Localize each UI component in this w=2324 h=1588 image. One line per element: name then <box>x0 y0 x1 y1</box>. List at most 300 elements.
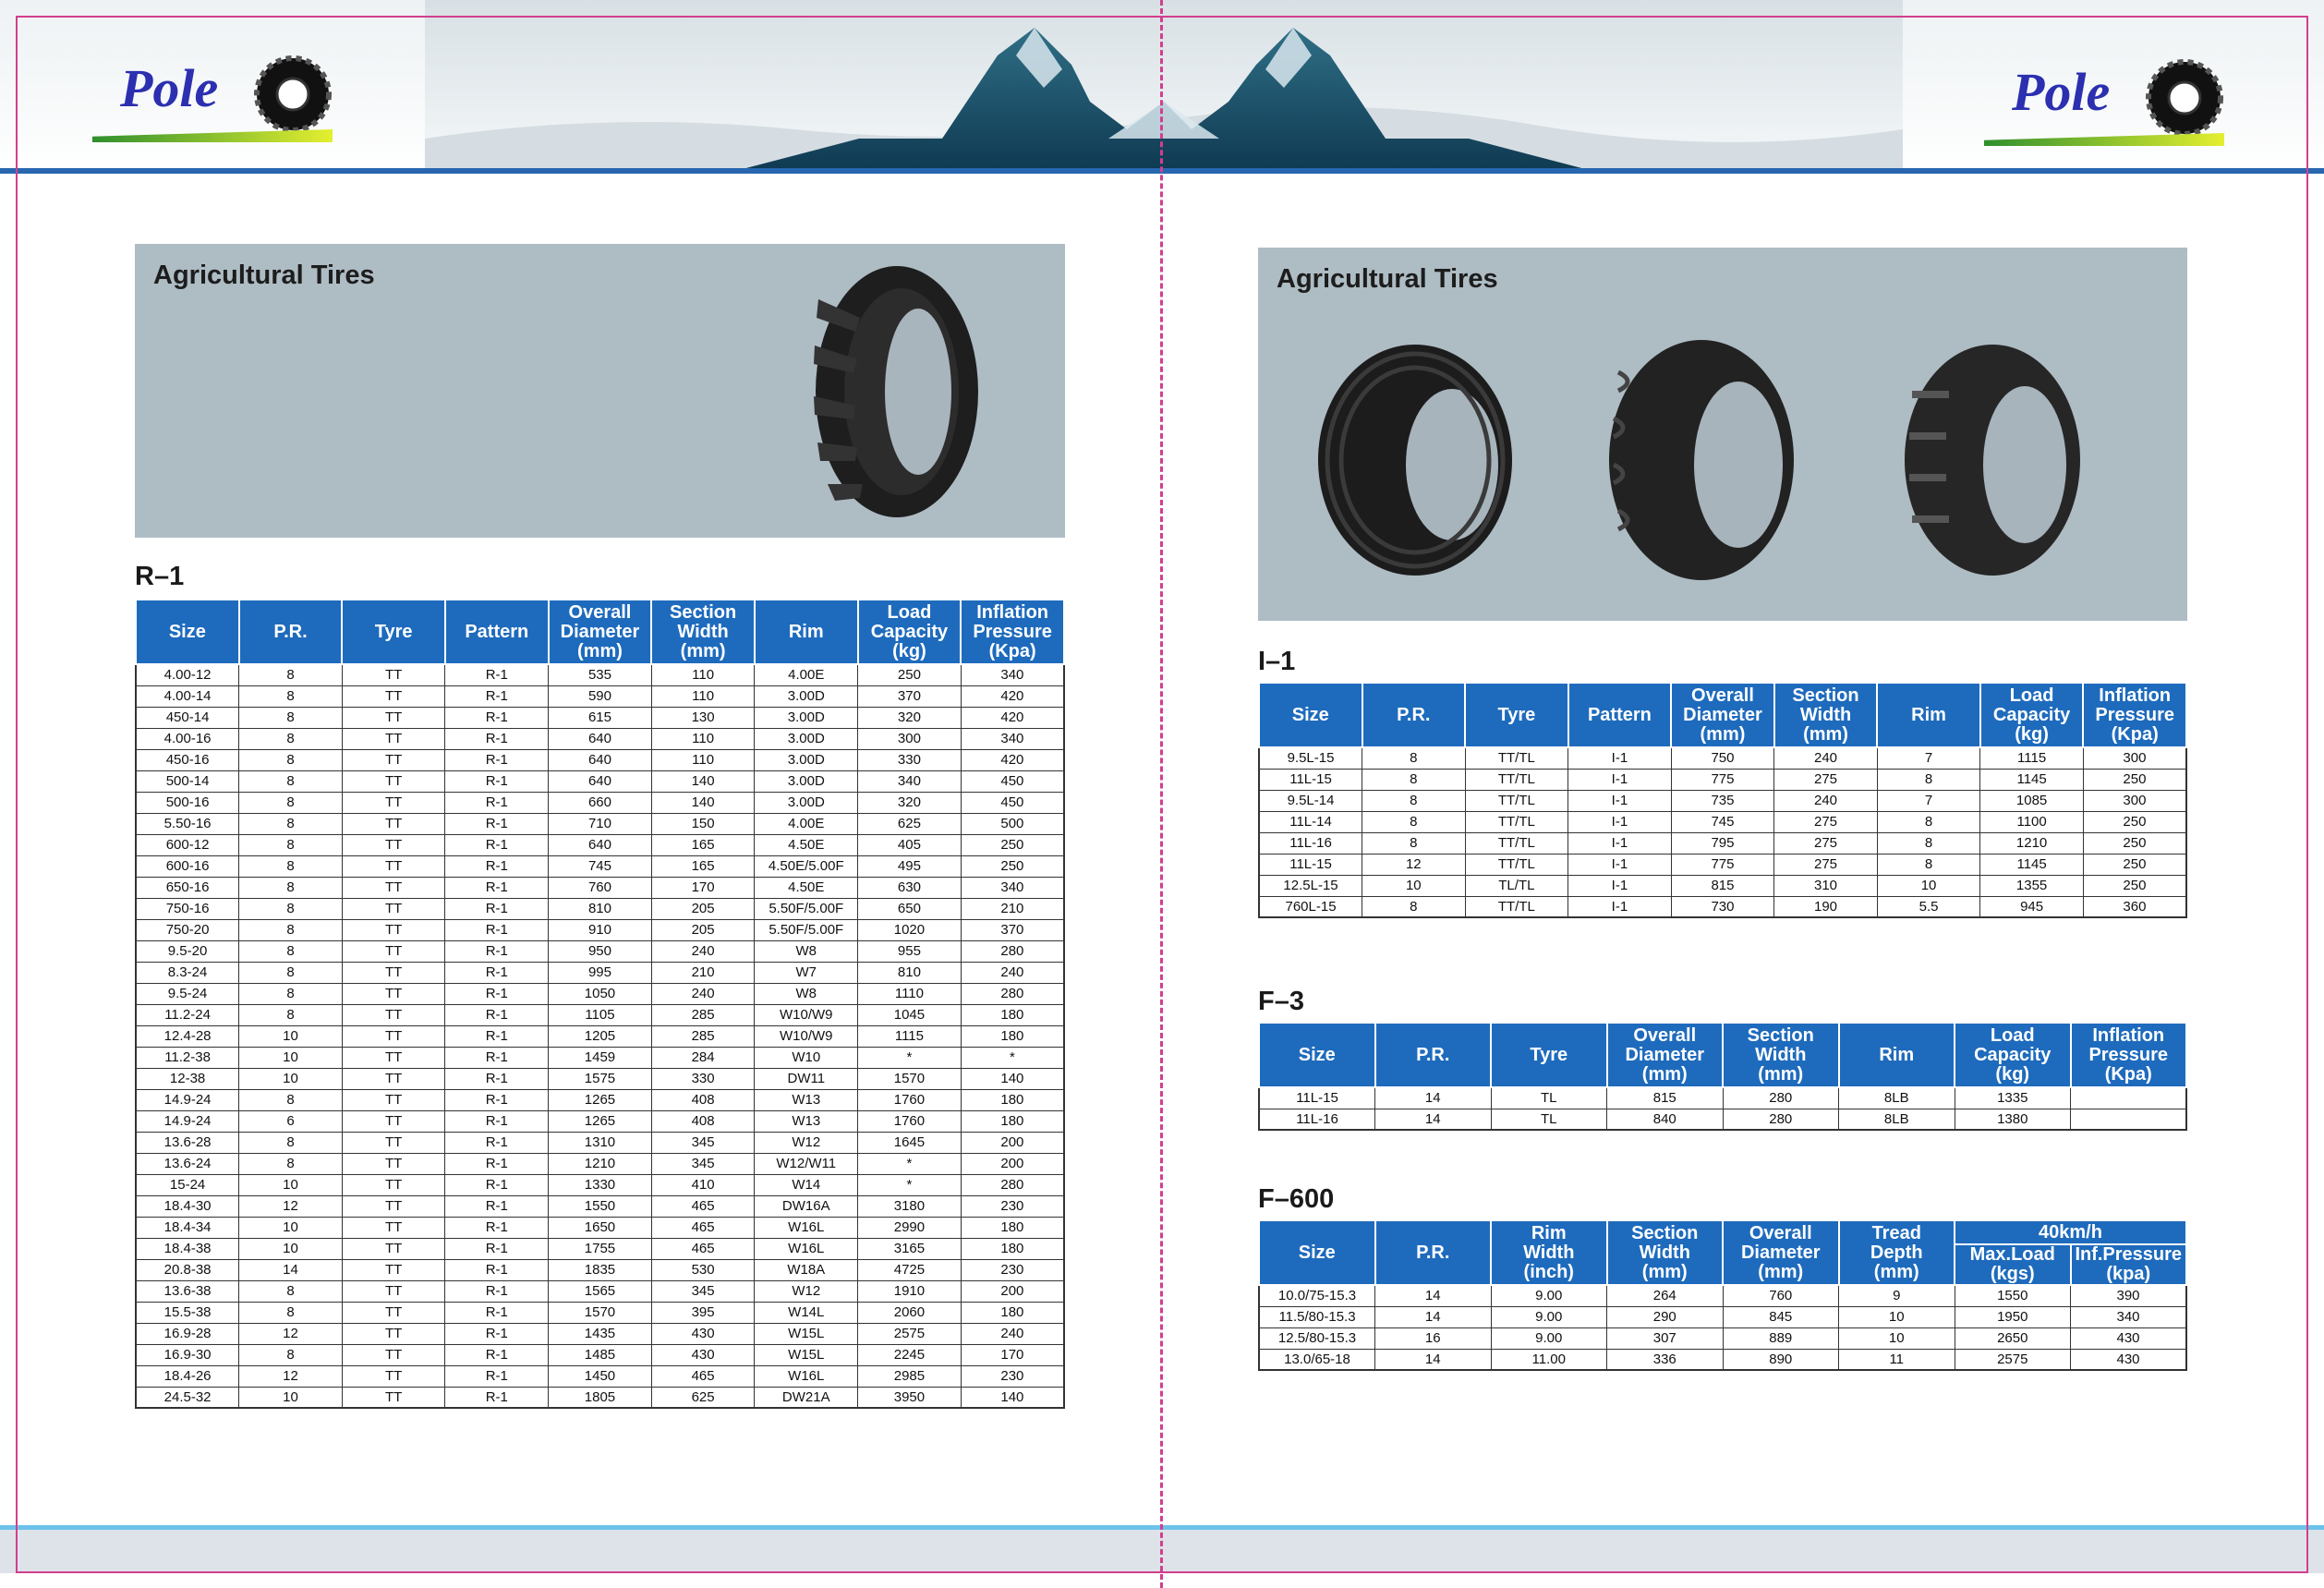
column-header: Section Width (mm) <box>1774 683 1878 747</box>
table-cell: TT <box>342 1387 445 1408</box>
table-cell: 945 <box>1980 896 2084 917</box>
table-cell: 8 <box>239 877 343 898</box>
table-cell: 750-20 <box>136 919 239 940</box>
table-cell: 1950 <box>1955 1306 2071 1327</box>
table-cell: 180 <box>961 1004 1064 1025</box>
table-cell: TT <box>342 1238 445 1259</box>
table-cell: 4.00E <box>755 813 858 834</box>
table-row <box>136 1068 1064 1089</box>
table-cell: 11L-15 <box>1259 1087 1375 1109</box>
table-cell: 14 <box>1375 1306 1492 1327</box>
table-cell: 6 <box>239 1110 343 1132</box>
table-cell: TT <box>342 834 445 855</box>
column-header: Overall Diameter (mm) <box>1607 1023 1724 1087</box>
brand-name: Pole <box>120 58 219 118</box>
table-cell: 730 <box>1671 896 1774 917</box>
table-cell: 340 <box>961 877 1064 898</box>
table-cell: 13.6-38 <box>136 1280 239 1302</box>
column-header: Max.Load (kgs) <box>1955 1244 2071 1285</box>
table-cell: TT <box>342 728 445 749</box>
table-cell: 5.50F/5.00F <box>755 898 858 919</box>
table-cell: 1145 <box>1980 769 2084 790</box>
brand-logo-left <box>92 52 342 153</box>
table-cell: 13.0/65-18 <box>1259 1349 1375 1370</box>
table-cell: 1450 <box>549 1365 652 1387</box>
table-cell: R-1 <box>445 1195 549 1217</box>
table-cell: 180 <box>961 1025 1064 1047</box>
table-row <box>136 919 1064 940</box>
table-cell: 4.50E <box>755 834 858 855</box>
table-cell: 1205 <box>549 1025 652 1047</box>
table-cell: 950 <box>549 940 652 962</box>
table-cell: R-1 <box>445 1280 549 1302</box>
table-cell: TT <box>342 792 445 813</box>
table-cell: 408 <box>651 1110 755 1132</box>
table-cell: 7 <box>1877 790 1980 811</box>
column-header: Load Capacity (kg) <box>1955 1023 2071 1087</box>
table-cell: I-1 <box>1568 875 1672 896</box>
table-row <box>136 770 1064 792</box>
table-cell: 1550 <box>1955 1285 2071 1306</box>
table-cell: 1210 <box>1980 832 2084 854</box>
table-cell: 240 <box>1774 747 1878 769</box>
table-cell: 11L-16 <box>1259 832 1362 854</box>
table-cell: 8 <box>1362 790 1466 811</box>
column-header: Load Capacity (kg) <box>1980 683 2084 747</box>
table-cell: 16.9-30 <box>136 1344 239 1365</box>
table-cell: 205 <box>651 919 755 940</box>
table-cell: 8 <box>1877 811 1980 832</box>
table-cell: 285 <box>651 1025 755 1047</box>
table-cell: TT/TL <box>1465 832 1568 854</box>
table-cell: 250 <box>961 834 1064 855</box>
table-cell: 210 <box>961 898 1064 919</box>
table-cell: 8 <box>239 1302 343 1323</box>
table-cell: 495 <box>858 855 962 877</box>
column-header: Overall Diameter (mm) <box>1671 683 1774 747</box>
table-cell: 650 <box>858 898 962 919</box>
table-cell: R-1 <box>445 749 549 770</box>
logo-swoosh <box>92 129 333 142</box>
table-row <box>136 1280 1064 1302</box>
table-cell: 840 <box>1607 1109 1724 1130</box>
table-cell: 1050 <box>549 983 652 1004</box>
table-cell: R-1 <box>445 1068 549 1089</box>
table-cell: 16.9-28 <box>136 1323 239 1344</box>
table-cell: 4.50E <box>755 877 858 898</box>
table-cell: 110 <box>651 685 755 707</box>
table-row <box>136 855 1064 877</box>
table-cell: 140 <box>961 1068 1064 1089</box>
table-cell: TT/TL <box>1465 790 1568 811</box>
table-cell: W8 <box>755 983 858 1004</box>
f600-spec-table <box>1258 1219 2187 1371</box>
table-cell: 590 <box>549 685 652 707</box>
table-cell: 1100 <box>1980 811 2084 832</box>
column-header: Size <box>136 600 239 664</box>
table-cell: 500-16 <box>136 792 239 813</box>
table-cell: 275 <box>1774 811 1878 832</box>
table-cell: TT <box>342 1302 445 1323</box>
column-header: Inflation Pressure (Kpa) <box>2071 1023 2187 1087</box>
table-cell: 14 <box>1375 1285 1492 1306</box>
table-cell: 8 <box>239 898 343 919</box>
table-cell: W12 <box>755 1132 858 1153</box>
table-row <box>1259 769 2186 790</box>
table-cell: TT <box>342 1217 445 1238</box>
column-header: Rim <box>1839 1023 1955 1087</box>
table-cell: 330 <box>858 749 962 770</box>
table-cell: 336 <box>1607 1349 1724 1370</box>
table-cell: 8 <box>239 919 343 940</box>
table-cell: 15.5-38 <box>136 1302 239 1323</box>
table-cell: TL <box>1491 1109 1607 1130</box>
table-cell: W13 <box>755 1089 858 1110</box>
table-cell: TT <box>342 707 445 728</box>
table-cell: R-1 <box>445 962 549 983</box>
table-cell: 10 <box>239 1387 343 1408</box>
table-cell: 450-16 <box>136 749 239 770</box>
table-cell: 285 <box>651 1004 755 1025</box>
table-cell: 3.00D <box>755 749 858 770</box>
table-cell: TT <box>342 685 445 707</box>
table-cell: 300 <box>2083 747 2186 769</box>
table-cell: W7 <box>755 962 858 983</box>
table-cell <box>2071 1087 2187 1109</box>
table-cell: 3165 <box>858 1238 962 1259</box>
table-cell: 430 <box>651 1344 755 1365</box>
table-row <box>136 728 1064 749</box>
table-cell: 8LB <box>1839 1109 1955 1130</box>
table-cell: 9.5L-15 <box>1259 747 1362 769</box>
table-cell: 9.5-24 <box>136 983 239 1004</box>
column-header: Tyre <box>342 600 445 664</box>
table-cell: 815 <box>1607 1087 1724 1109</box>
table-cell: 280 <box>1723 1087 1839 1109</box>
table-cell: 1459 <box>549 1047 652 1068</box>
table-cell: 710 <box>549 813 652 834</box>
column-header: Tyre <box>1491 1023 1607 1087</box>
table-cell: 640 <box>549 728 652 749</box>
table-cell: W18A <box>755 1259 858 1280</box>
table-cell: 640 <box>549 749 652 770</box>
table-cell: 3.00D <box>755 792 858 813</box>
table-cell: R-1 <box>445 1323 549 1344</box>
table-cell: 13.6-28 <box>136 1132 239 1153</box>
table-cell: 16 <box>1375 1327 1492 1349</box>
table-cell: DW21A <box>755 1387 858 1408</box>
table-cell: 1110 <box>858 983 962 1004</box>
table-cell: TT <box>342 855 445 877</box>
table-cell: 340 <box>961 728 1064 749</box>
tire-icon <box>254 55 332 138</box>
table-cell: I-1 <box>1568 769 1672 790</box>
table-cell: 8 <box>239 1089 343 1110</box>
table-cell: 240 <box>651 940 755 962</box>
table-cell: R-1 <box>445 728 549 749</box>
column-header: Section Width (mm) <box>1723 1023 1839 1087</box>
table-cell: 180 <box>961 1217 1064 1238</box>
table-cell: R-1 <box>445 1153 549 1174</box>
table-cell: 3180 <box>858 1195 962 1217</box>
table-row <box>136 1365 1064 1387</box>
table-cell: 275 <box>1774 832 1878 854</box>
table-cell: R-1 <box>445 1110 549 1132</box>
table-cell: DW11 <box>755 1068 858 1089</box>
table-cell: 11.5/80-15.3 <box>1259 1306 1375 1327</box>
table-cell: 795 <box>1671 832 1774 854</box>
table-cell: 4.00-12 <box>136 664 239 685</box>
table-cell: 1435 <box>549 1323 652 1344</box>
table-cell: 815 <box>1671 875 1774 896</box>
table-cell: 430 <box>651 1323 755 1344</box>
table-cell: 320 <box>858 707 962 728</box>
table-cell: W10 <box>755 1047 858 1068</box>
table-cell: 640 <box>549 834 652 855</box>
column-header: Size <box>1259 1220 1375 1285</box>
table-row <box>1259 854 2186 875</box>
table-cell: 889 <box>1723 1327 1839 1349</box>
table-cell: 110 <box>651 664 755 685</box>
table-cell: 430 <box>2071 1349 2187 1370</box>
table-cell: 200 <box>961 1153 1064 1174</box>
table-cell: 10.0/75-15.3 <box>1259 1285 1375 1306</box>
table-cell: 15-24 <box>136 1174 239 1195</box>
table-cell: TT <box>342 877 445 898</box>
table-cell: TT <box>342 1068 445 1089</box>
table-cell: 500 <box>961 813 1064 834</box>
table-cell: 615 <box>549 707 652 728</box>
table-cell: 775 <box>1671 769 1774 790</box>
brand-logo-right <box>1984 55 2233 157</box>
table-row <box>1259 1349 2186 1370</box>
table-cell: 10 <box>239 1025 343 1047</box>
table-cell: 745 <box>549 855 652 877</box>
table-cell: 12.5/80-15.3 <box>1259 1327 1375 1349</box>
table-cell: 11L-16 <box>1259 1109 1375 1130</box>
table-cell: TT <box>342 962 445 983</box>
table-cell: 8 <box>239 813 343 834</box>
table-cell: 1335 <box>1955 1087 2071 1109</box>
table-cell: 10 <box>239 1217 343 1238</box>
table-cell: 535 <box>549 664 652 685</box>
table-cell: 205 <box>651 898 755 919</box>
section-title-f3: F–3 <box>1258 987 1304 1016</box>
table-cell: R-1 <box>445 855 549 877</box>
table-cell: * <box>961 1047 1064 1068</box>
table-cell: TT/TL <box>1465 769 1568 790</box>
column-header: Tread Depth (mm) <box>1839 1220 1955 1285</box>
table-cell: 12 <box>239 1365 343 1387</box>
column-header: P.R. <box>239 600 343 664</box>
table-cell: 8 <box>239 1153 343 1174</box>
table-cell: 405 <box>858 834 962 855</box>
table-cell: W15L <box>755 1323 858 1344</box>
table-cell: 340 <box>961 664 1064 685</box>
table-cell: 8 <box>1877 832 1980 854</box>
table-cell: 180 <box>961 1110 1064 1132</box>
table-cell: 340 <box>858 770 962 792</box>
table-cell: 640 <box>549 770 652 792</box>
table-cell: TT <box>342 1323 445 1344</box>
table-cell: R-1 <box>445 1004 549 1025</box>
table-cell: 280 <box>961 983 1064 1004</box>
table-cell: 20.8-38 <box>136 1259 239 1280</box>
table-row <box>1259 1109 2186 1130</box>
table-cell: 8 <box>239 1004 343 1025</box>
table-cell: 1115 <box>1980 747 2084 769</box>
table-cell: 630 <box>858 877 962 898</box>
table-row <box>136 1132 1064 1153</box>
table-cell: 420 <box>961 685 1064 707</box>
header-row <box>1259 1023 2186 1087</box>
table-cell: 760 <box>549 877 652 898</box>
table-row <box>1259 811 2186 832</box>
table-cell: R-1 <box>445 770 549 792</box>
column-header: Inflation Pressure (Kpa) <box>961 600 1064 664</box>
table-cell: R-1 <box>445 834 549 855</box>
hero-title: Agricultural Tires <box>153 261 375 290</box>
table-row <box>136 792 1064 813</box>
table-cell: 280 <box>961 940 1064 962</box>
table-cell: 8 <box>1362 769 1466 790</box>
table-cell: TT/TL <box>1465 811 1568 832</box>
table-cell: 450 <box>961 770 1064 792</box>
table-row <box>1259 747 2186 769</box>
table-cell: 1645 <box>858 1132 962 1153</box>
table-cell: 8 <box>1362 747 1466 769</box>
hero-title: Agricultural Tires <box>1277 264 1498 294</box>
table-cell: 140 <box>651 770 755 792</box>
table-cell: 8 <box>239 962 343 983</box>
table-cell: TT <box>342 1110 445 1132</box>
table-cell: 1045 <box>858 1004 962 1025</box>
table-cell: TT/TL <box>1465 896 1568 917</box>
table-cell: 750 <box>1671 747 1774 769</box>
table-cell: TT <box>342 1280 445 1302</box>
hero-panel-right <box>1258 248 2187 621</box>
table-cell: 408 <box>651 1089 755 1110</box>
f3-spec-table <box>1258 1022 2187 1131</box>
table-cell: TL <box>1491 1087 1607 1109</box>
column-header: Tyre <box>1465 683 1568 747</box>
table-row <box>136 1110 1064 1132</box>
table-cell: W16L <box>755 1217 858 1238</box>
table-cell: 170 <box>961 1344 1064 1365</box>
table-cell: 450-14 <box>136 707 239 728</box>
column-header: Size <box>1259 1023 1375 1087</box>
table-cell: 4725 <box>858 1259 962 1280</box>
table-row <box>136 1174 1064 1195</box>
table-cell: 10 <box>1839 1327 1955 1349</box>
table-cell: 11 <box>1839 1349 1955 1370</box>
column-header: Pattern <box>445 600 549 664</box>
table-cell: 240 <box>961 1323 1064 1344</box>
table-cell: I-1 <box>1568 896 1672 917</box>
table-cell: 4.00-16 <box>136 728 239 749</box>
table-cell: 1755 <box>549 1238 652 1259</box>
table-cell: 2985 <box>858 1365 962 1387</box>
table-cell: 3.00D <box>755 685 858 707</box>
table-cell: 250 <box>2083 832 2186 854</box>
column-header: Overall Diameter (mm) <box>549 600 652 664</box>
table-cell: I-1 <box>1568 747 1672 769</box>
table-cell: 9 <box>1839 1285 1955 1306</box>
column-header: Inf.Pressure (kpa) <box>2071 1244 2187 1285</box>
table-cell: 180 <box>961 1238 1064 1259</box>
table-row <box>136 1025 1064 1047</box>
table-row <box>136 1323 1064 1344</box>
table-cell: R-1 <box>445 813 549 834</box>
table-cell: 310 <box>1774 875 1878 896</box>
table-cell: 8 <box>239 770 343 792</box>
table-cell: R-1 <box>445 983 549 1004</box>
table-cell: TT <box>342 1025 445 1047</box>
table-cell: 345 <box>651 1132 755 1153</box>
table-cell: 11L-15 <box>1259 854 1362 875</box>
table-cell: 2245 <box>858 1344 962 1365</box>
table-cell: 3950 <box>858 1387 962 1408</box>
table-cell: R-1 <box>445 1217 549 1238</box>
table-cell: R-1 <box>445 1259 549 1280</box>
r1-tire-image <box>809 262 985 521</box>
table-cell: 18.4-30 <box>136 1195 239 1217</box>
table-cell: 465 <box>651 1365 755 1387</box>
table-row <box>136 1195 1064 1217</box>
table-cell: 320 <box>858 792 962 813</box>
table-row <box>1259 875 2186 896</box>
tire-icon <box>2146 59 2223 141</box>
table-cell: 1575 <box>549 1068 652 1089</box>
table-cell: 8 <box>239 685 343 707</box>
table-cell: 2575 <box>1955 1349 2071 1370</box>
table-cell: 650-16 <box>136 877 239 898</box>
header-row <box>1259 1220 2186 1244</box>
brand-name: Pole <box>2012 62 2111 122</box>
r1-spec-table <box>135 599 1065 1409</box>
implement-tires-image <box>1313 335 2145 585</box>
table-cell: R-1 <box>445 1365 549 1387</box>
table-cell: R-1 <box>445 1047 549 1068</box>
table-row <box>136 1089 1064 1110</box>
table-cell: 8 <box>239 728 343 749</box>
table-cell: 760L-15 <box>1259 896 1362 917</box>
column-header: 40km/h <box>1955 1220 2186 1244</box>
table-cell: 1650 <box>549 1217 652 1238</box>
table-row <box>1259 1327 2186 1349</box>
table-cell: TT <box>342 813 445 834</box>
table-cell: 110 <box>651 728 755 749</box>
table-row <box>136 983 1064 1004</box>
column-header: P.R. <box>1362 683 1466 747</box>
table-cell: 8 <box>239 1280 343 1302</box>
table-cell: 12 <box>239 1323 343 1344</box>
table-cell: 2650 <box>1955 1327 2071 1349</box>
column-header: P.R. <box>1375 1220 1492 1285</box>
table-cell: 3.00D <box>755 770 858 792</box>
table-cell: 1760 <box>858 1110 962 1132</box>
column-header: Load Capacity (kg) <box>858 600 962 664</box>
table-cell: 775 <box>1671 854 1774 875</box>
table-row <box>1259 1087 2186 1109</box>
table-row <box>1259 1285 2186 1306</box>
table-cell: 10 <box>1839 1306 1955 1327</box>
table-cell: R-1 <box>445 1302 549 1323</box>
table-cell: 10 <box>239 1047 343 1068</box>
table-row <box>136 898 1064 919</box>
column-header: Size <box>1259 683 1362 747</box>
table-cell: 14 <box>1375 1087 1492 1109</box>
